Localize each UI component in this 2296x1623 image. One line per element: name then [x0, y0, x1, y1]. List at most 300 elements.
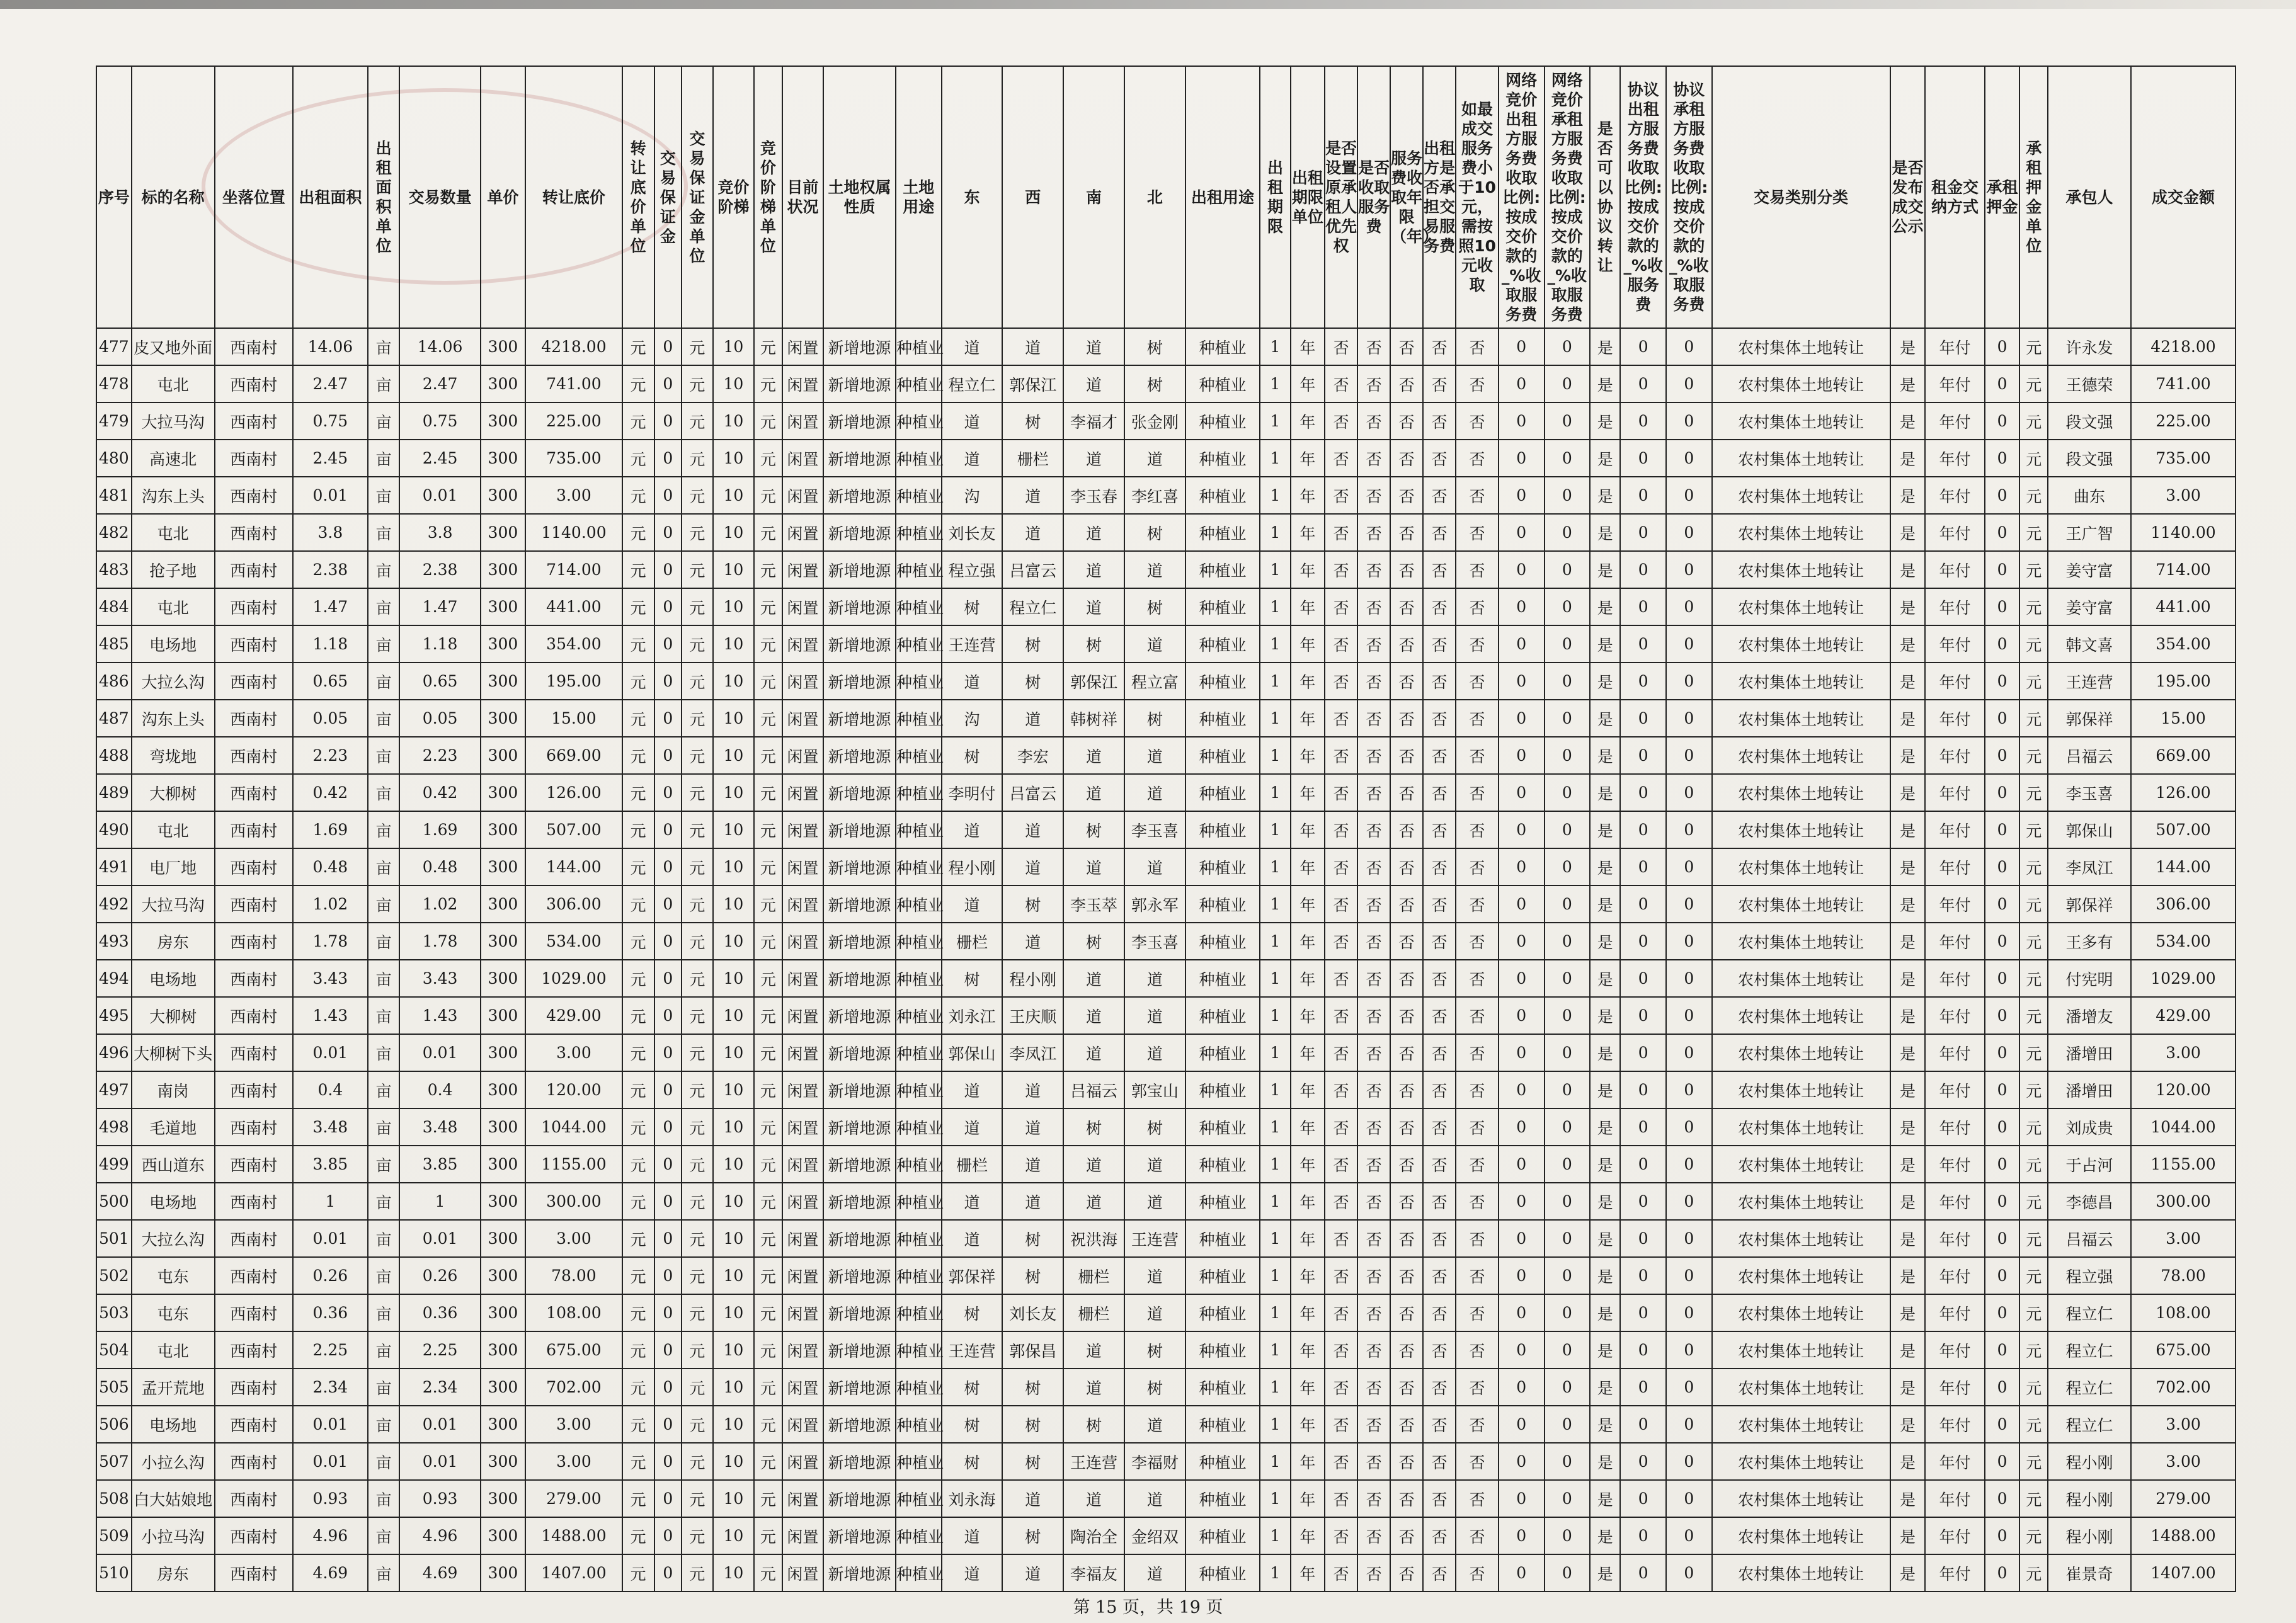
table-cell: 吕福云 — [2048, 1220, 2131, 1257]
table-cell: 元 — [622, 848, 654, 886]
table-cell: 大柳树 — [132, 774, 215, 811]
table-cell: 元 — [754, 848, 782, 886]
table-cell: 1 — [1260, 588, 1290, 625]
table-cell: 种植业 — [1185, 1369, 1260, 1406]
table-cell: 1 — [1260, 1183, 1290, 1220]
table-cell: 否 — [1423, 1554, 1456, 1592]
table-cell: 李玉春 — [1063, 477, 1124, 514]
table-cell: 否 — [1423, 1406, 1456, 1443]
table-cell: 金绍双 — [1124, 1517, 1185, 1554]
table-cell: 10 — [713, 1517, 754, 1554]
table-cell: 西南村 — [215, 960, 294, 997]
table-cell: 0 — [1985, 365, 2020, 402]
table-cell: 否 — [1423, 588, 1456, 625]
table-cell: 300 — [481, 1108, 525, 1146]
table-cell: 300 — [481, 663, 525, 700]
table-cell: 道 — [1002, 1108, 1063, 1146]
table-cell: 年付 — [1925, 700, 1984, 737]
table-cell: 0 — [1545, 737, 1591, 774]
table-cell: 王德荣 — [2048, 365, 2131, 402]
table-cell: 否 — [1390, 960, 1423, 997]
table-cell: 300 — [481, 1480, 525, 1517]
table-cell: 1 — [1260, 477, 1290, 514]
table-cell: 0 — [1545, 1369, 1591, 1406]
table-cell: 栅栏 — [1063, 1257, 1124, 1294]
table-cell: 是 — [1890, 1294, 1926, 1331]
table-cell: 年 — [1291, 514, 1325, 551]
table-cell: 10 — [713, 997, 754, 1034]
table-cell: 年付 — [1925, 365, 1984, 402]
table-cell: 新增地源 — [823, 402, 896, 440]
table-cell: 477 — [96, 328, 132, 365]
table-cell: 李玉喜 — [1124, 923, 1185, 960]
table-cell: 300 — [481, 1517, 525, 1554]
table-cell: 亩 — [368, 811, 400, 848]
table-cell: 1 — [1260, 737, 1290, 774]
table-cell: 闲置 — [782, 551, 823, 588]
table-cell: 1.43 — [399, 997, 480, 1034]
table-cell: 是 — [1890, 1071, 1926, 1108]
table-cell: 沟东上头 — [132, 477, 215, 514]
table-cell: 农村集体土地转让 — [1712, 1220, 1890, 1257]
table-cell: 元 — [754, 1443, 782, 1480]
table-cell: 0 — [1499, 1406, 1545, 1443]
table-cell: 0 — [1666, 514, 1712, 551]
table-cell: 否 — [1325, 1257, 1357, 1294]
table-cell: 树 — [1124, 1108, 1185, 1146]
table-cell: 年 — [1291, 625, 1325, 663]
column-header: 承租押金单位 — [2019, 66, 2048, 328]
table-cell: 是 — [1590, 923, 1620, 960]
table-cell: 种植业 — [1185, 923, 1260, 960]
table-cell: 否 — [1390, 1257, 1423, 1294]
table-cell: 元 — [682, 1480, 713, 1517]
table-cell: 种植业 — [1185, 588, 1260, 625]
table-cell: 否 — [1325, 1406, 1357, 1443]
table-cell: 闲置 — [782, 1220, 823, 1257]
table-row — [96, 1071, 2236, 1108]
table-cell: 元 — [754, 923, 782, 960]
table-cell: 否 — [1357, 1554, 1390, 1592]
table-cell: 种植业 — [1185, 1257, 1260, 1294]
table-cell: 元 — [682, 1034, 713, 1071]
table-cell: 闲置 — [782, 1406, 823, 1443]
table-cell: 元 — [682, 700, 713, 737]
table-cell: 种植业 — [1185, 1183, 1260, 1220]
table-cell: 0 — [1545, 886, 1591, 923]
table-cell: 496 — [96, 1034, 132, 1071]
table-cell: 树 — [1002, 1517, 1063, 1554]
table-cell: 电场地 — [132, 1406, 215, 1443]
table-cell: 西南村 — [215, 551, 294, 588]
table-cell: 程立富 — [1124, 663, 1185, 700]
table-cell: 屯东 — [132, 1294, 215, 1331]
table-cell: 元 — [2019, 1257, 2048, 1294]
table-cell: 487 — [96, 700, 132, 737]
table-cell: 1 — [1260, 440, 1290, 477]
table-cell: 108.00 — [2131, 1294, 2236, 1331]
table-cell: 10 — [713, 1406, 754, 1443]
table-cell: 0 — [1545, 588, 1591, 625]
table-cell: 否 — [1390, 1071, 1423, 1108]
table-cell: 0.65 — [293, 663, 368, 700]
column-header: 交易保证金 — [654, 66, 682, 328]
table-cell: 道 — [1124, 551, 1185, 588]
table-cell: 年付 — [1925, 1183, 1984, 1220]
table-cell: 闲置 — [782, 1480, 823, 1517]
table-cell: 0 — [1499, 440, 1545, 477]
table-cell: 是 — [1890, 774, 1926, 811]
table-cell: 0 — [654, 588, 682, 625]
table-cell: 曲东 — [2048, 477, 2131, 514]
column-header: 转让底价 — [525, 66, 622, 328]
table-cell: 电场地 — [132, 1183, 215, 1220]
table-cell: 492 — [96, 886, 132, 923]
table-cell: 元 — [754, 625, 782, 663]
table-cell: 否 — [1456, 1369, 1499, 1406]
table-cell: 0 — [1620, 811, 1666, 848]
table-cell: 0 — [1499, 960, 1545, 997]
table-cell: 道 — [942, 886, 1003, 923]
table-cell: 10 — [713, 663, 754, 700]
table-cell: 亩 — [368, 1257, 400, 1294]
table-cell: 1 — [1260, 1257, 1290, 1294]
table-cell: 种植业 — [1185, 886, 1260, 923]
table-cell: 元 — [682, 551, 713, 588]
table-cell: 3.00 — [2131, 1220, 2236, 1257]
table-cell: 树 — [1124, 1331, 1185, 1369]
column-header: 坐落位置 — [215, 66, 294, 328]
table-cell: 农村集体土地转让 — [1712, 1146, 1890, 1183]
table-cell: 西南村 — [215, 1183, 294, 1220]
table-cell: 闲置 — [782, 625, 823, 663]
table-cell: 1 — [1260, 1071, 1290, 1108]
table-cell: 新增地源 — [823, 737, 896, 774]
table-cell: 否 — [1423, 700, 1456, 737]
table-cell: 道 — [942, 1071, 1003, 1108]
table-cell: 树 — [1063, 625, 1124, 663]
table-cell: 0 — [1620, 1480, 1666, 1517]
table-cell: 张金刚 — [1124, 402, 1185, 440]
table-cell: 闲置 — [782, 700, 823, 737]
table-cell: 元 — [754, 440, 782, 477]
table-cell: 程立仁 — [2048, 1331, 2131, 1369]
table-cell: 否 — [1423, 365, 1456, 402]
table-cell: 种植业 — [896, 700, 942, 737]
table-cell: 陶治全 — [1063, 1517, 1124, 1554]
table-cell: 0 — [1666, 997, 1712, 1034]
table-cell: 4.69 — [399, 1554, 480, 1592]
table-cell: 否 — [1390, 1554, 1423, 1592]
table-cell: 元 — [754, 1480, 782, 1517]
table-cell: 1 — [1260, 1331, 1290, 1369]
table-cell: 300 — [481, 737, 525, 774]
table-cell: 300 — [481, 1257, 525, 1294]
table-cell: 农村集体土地转让 — [1712, 1480, 1890, 1517]
table-cell: 0 — [654, 811, 682, 848]
column-header: 土地用途 — [896, 66, 942, 328]
table-cell: 0 — [1545, 1034, 1591, 1071]
table-cell: 否 — [1357, 402, 1390, 440]
table-cell: 否 — [1423, 1220, 1456, 1257]
table-cell: 元 — [2019, 1146, 2048, 1183]
table-cell: 电场地 — [132, 960, 215, 997]
table-cell: 新增地源 — [823, 514, 896, 551]
table-cell: 0.01 — [399, 477, 480, 514]
table-cell: 否 — [1357, 923, 1390, 960]
table-cell: 10 — [713, 700, 754, 737]
table-cell: 年付 — [1925, 440, 1984, 477]
table-cell: 道 — [1002, 923, 1063, 960]
table-cell: 1.47 — [399, 588, 480, 625]
table-cell: 否 — [1325, 551, 1357, 588]
table-cell: 闲置 — [782, 1554, 823, 1592]
table-cell: 农村集体土地转让 — [1712, 886, 1890, 923]
table-cell: 507 — [96, 1443, 132, 1480]
table-cell: 树 — [1002, 1257, 1063, 1294]
table-cell: 元 — [2019, 625, 2048, 663]
table-cell: 否 — [1357, 477, 1390, 514]
table-cell: 闲置 — [782, 1331, 823, 1369]
table-cell: 道 — [942, 1108, 1003, 1146]
table-cell: 沟 — [942, 477, 1003, 514]
table-cell: 0 — [1666, 1517, 1712, 1554]
table-cell: 0 — [1545, 700, 1591, 737]
table-cell: 闲置 — [782, 1294, 823, 1331]
table-cell: 0 — [1620, 997, 1666, 1034]
table-cell: 0 — [1499, 1071, 1545, 1108]
table-cell: 503 — [96, 1294, 132, 1331]
table-cell: 0 — [1620, 1257, 1666, 1294]
table-cell: 树 — [942, 1406, 1003, 1443]
table-cell: 否 — [1423, 1146, 1456, 1183]
table-cell: 否 — [1390, 1183, 1423, 1220]
table-cell: 0 — [1545, 477, 1591, 514]
table-cell: 种植业 — [1185, 1071, 1260, 1108]
table-cell: 郭保祥 — [2048, 886, 2131, 923]
table-row — [96, 663, 2236, 700]
table-cell: 于占河 — [2048, 1146, 2131, 1183]
table-cell: 否 — [1325, 1443, 1357, 1480]
table-cell: 0 — [1666, 1220, 1712, 1257]
table-cell: 300 — [481, 625, 525, 663]
table-cell: 否 — [1357, 625, 1390, 663]
table-cell: 是 — [1590, 1257, 1620, 1294]
table-cell: 0 — [1985, 1406, 2020, 1443]
table-cell: 新增地源 — [823, 625, 896, 663]
column-header: 是否设置原承租人优先权 — [1325, 66, 1357, 328]
table-cell: 道 — [1063, 328, 1124, 365]
table-cell: 0 — [1666, 1554, 1712, 1592]
table-cell: 元 — [754, 960, 782, 997]
table-cell: 年付 — [1925, 737, 1984, 774]
table-cell: 闲置 — [782, 923, 823, 960]
column-header: 序号 — [96, 66, 132, 328]
table-cell: 1 — [1260, 1108, 1290, 1146]
table-cell: 道 — [1124, 1294, 1185, 1331]
table-cell: 年付 — [1925, 1220, 1984, 1257]
table-cell: 种植业 — [1185, 811, 1260, 848]
table-cell: 程立仁 — [2048, 1294, 2131, 1331]
column-header: 出租方是否承担交易服务费 — [1423, 66, 1456, 328]
table-cell: 元 — [2019, 923, 2048, 960]
table-cell: 农村集体土地转让 — [1712, 1034, 1890, 1071]
table-cell: 否 — [1423, 848, 1456, 886]
table-cell: 否 — [1390, 625, 1423, 663]
table-cell: 486 — [96, 663, 132, 700]
table-cell: 否 — [1325, 625, 1357, 663]
table-cell: 否 — [1390, 440, 1423, 477]
table-cell: 0 — [1985, 1517, 2020, 1554]
table-cell: 0 — [654, 365, 682, 402]
table-cell: 0 — [1620, 1183, 1666, 1220]
table-cell: 树 — [1124, 365, 1185, 402]
table-cell: 农村集体土地转让 — [1712, 663, 1890, 700]
table-cell: 是 — [1890, 1331, 1926, 1369]
table-cell: 0 — [1666, 737, 1712, 774]
table-cell: 元 — [682, 1183, 713, 1220]
table-cell: 元 — [2019, 328, 2048, 365]
table-cell: 元 — [2019, 551, 2048, 588]
table-cell: 否 — [1325, 737, 1357, 774]
table-cell: 闲置 — [782, 1443, 823, 1480]
table-cell: 506 — [96, 1406, 132, 1443]
table-cell: 0 — [1620, 1034, 1666, 1071]
table-cell: 510 — [96, 1554, 132, 1592]
table-cell: 否 — [1423, 1294, 1456, 1331]
table-cell: 3.00 — [2131, 1406, 2236, 1443]
table-cell: 0 — [1620, 774, 1666, 811]
table-cell: 元 — [682, 1331, 713, 1369]
table-cell: 房东 — [132, 1554, 215, 1592]
table-cell: 10 — [713, 1257, 754, 1294]
table-cell: 程立仁 — [942, 365, 1003, 402]
table-cell: 道 — [1063, 1331, 1124, 1369]
table-cell: 4.96 — [399, 1517, 480, 1554]
table-cell: 是 — [1890, 1517, 1926, 1554]
table-cell: 房东 — [132, 923, 215, 960]
table-cell: 否 — [1390, 477, 1423, 514]
table-row — [96, 1406, 2236, 1443]
table-cell: 108.00 — [525, 1294, 622, 1331]
table-cell: 道 — [942, 811, 1003, 848]
table-cell: 大拉么沟 — [132, 663, 215, 700]
table-cell: 年 — [1291, 1406, 1325, 1443]
table-cell: 年付 — [1925, 1331, 1984, 1369]
table-cell: 0 — [1985, 1257, 2020, 1294]
table-cell: 494 — [96, 960, 132, 997]
table-cell: 否 — [1390, 811, 1423, 848]
table-cell: 元 — [622, 328, 654, 365]
table-cell: 年付 — [1925, 328, 1984, 365]
table-cell: 126.00 — [2131, 774, 2236, 811]
table-cell: 0 — [1499, 1443, 1545, 1480]
table-cell: 3.00 — [2131, 477, 2236, 514]
table-row — [96, 625, 2236, 663]
table-cell: 144.00 — [525, 848, 622, 886]
table-cell: 1.18 — [293, 625, 368, 663]
table-cell: 是 — [1890, 1146, 1926, 1183]
table-cell: 农村集体土地转让 — [1712, 1071, 1890, 1108]
table-cell: 元 — [754, 1517, 782, 1554]
table-cell: 郭保江 — [1063, 663, 1124, 700]
table-cell: 种植业 — [1185, 1034, 1260, 1071]
table-cell: 亩 — [368, 923, 400, 960]
table-cell: 是 — [1590, 514, 1620, 551]
table-cell: 亩 — [368, 477, 400, 514]
table-cell: 0.01 — [293, 1220, 368, 1257]
table-cell: 新增地源 — [823, 1183, 896, 1220]
table-cell: 是 — [1590, 848, 1620, 886]
table-cell: 新增地源 — [823, 1108, 896, 1146]
table-cell: 道 — [1063, 774, 1124, 811]
table-row — [96, 1108, 2236, 1146]
table-cell: 屯北 — [132, 365, 215, 402]
table-cell: 闲置 — [782, 1146, 823, 1183]
table-cell: 否 — [1357, 1220, 1390, 1257]
table-cell: 大拉么沟 — [132, 1220, 215, 1257]
table-cell: 元 — [2019, 1406, 2048, 1443]
table-cell: 否 — [1325, 1480, 1357, 1517]
table-cell: 元 — [682, 328, 713, 365]
table-cell: 农村集体土地转让 — [1712, 774, 1890, 811]
table-cell: 507.00 — [525, 811, 622, 848]
table-cell: 是 — [1590, 551, 1620, 588]
table-cell: 元 — [2019, 1220, 2048, 1257]
table-cell: 否 — [1325, 328, 1357, 365]
table-cell: 西南村 — [215, 402, 294, 440]
table-cell: 否 — [1325, 365, 1357, 402]
table-cell: 否 — [1325, 663, 1357, 700]
table-cell: 道 — [1063, 960, 1124, 997]
table-cell: 元 — [682, 514, 713, 551]
table-cell: 新增地源 — [823, 960, 896, 997]
table-cell: 农村集体土地转让 — [1712, 923, 1890, 960]
table-cell: 否 — [1325, 811, 1357, 848]
table-cell: 年付 — [1925, 625, 1984, 663]
table-cell: 否 — [1456, 1443, 1499, 1480]
table-cell: 元 — [622, 960, 654, 997]
table-cell: 道 — [1002, 811, 1063, 848]
table-cell: 道 — [942, 1220, 1003, 1257]
table-cell: 种植业 — [1185, 328, 1260, 365]
table-cell: 300.00 — [525, 1183, 622, 1220]
table-cell: 0 — [1545, 663, 1591, 700]
table-cell: 否 — [1423, 1369, 1456, 1406]
table-cell: 元 — [754, 1220, 782, 1257]
table-cell: 树 — [1124, 1369, 1185, 1406]
table-cell: 1 — [293, 1183, 368, 1220]
table-cell: 0 — [654, 1554, 682, 1592]
table-cell: 否 — [1325, 1331, 1357, 1369]
table-cell: 道 — [1124, 1554, 1185, 1592]
table-cell: 元 — [682, 1220, 713, 1257]
table-cell: 1 — [1260, 1406, 1290, 1443]
table-cell: 年 — [1291, 960, 1325, 997]
table-cell: 3.8 — [399, 514, 480, 551]
table-cell: 否 — [1357, 588, 1390, 625]
table-cell: 279.00 — [525, 1480, 622, 1517]
table-cell: 闲置 — [782, 1108, 823, 1146]
table-cell: 李玉喜 — [1124, 811, 1185, 848]
column-header: 出租期限 — [1260, 66, 1290, 328]
table-row — [96, 1183, 2236, 1220]
table-cell: 0 — [1666, 1146, 1712, 1183]
table-cell: 年 — [1291, 737, 1325, 774]
table-cell: 0 — [1499, 1257, 1545, 1294]
table-cell: 否 — [1456, 514, 1499, 551]
table-cell: 否 — [1390, 1369, 1423, 1406]
